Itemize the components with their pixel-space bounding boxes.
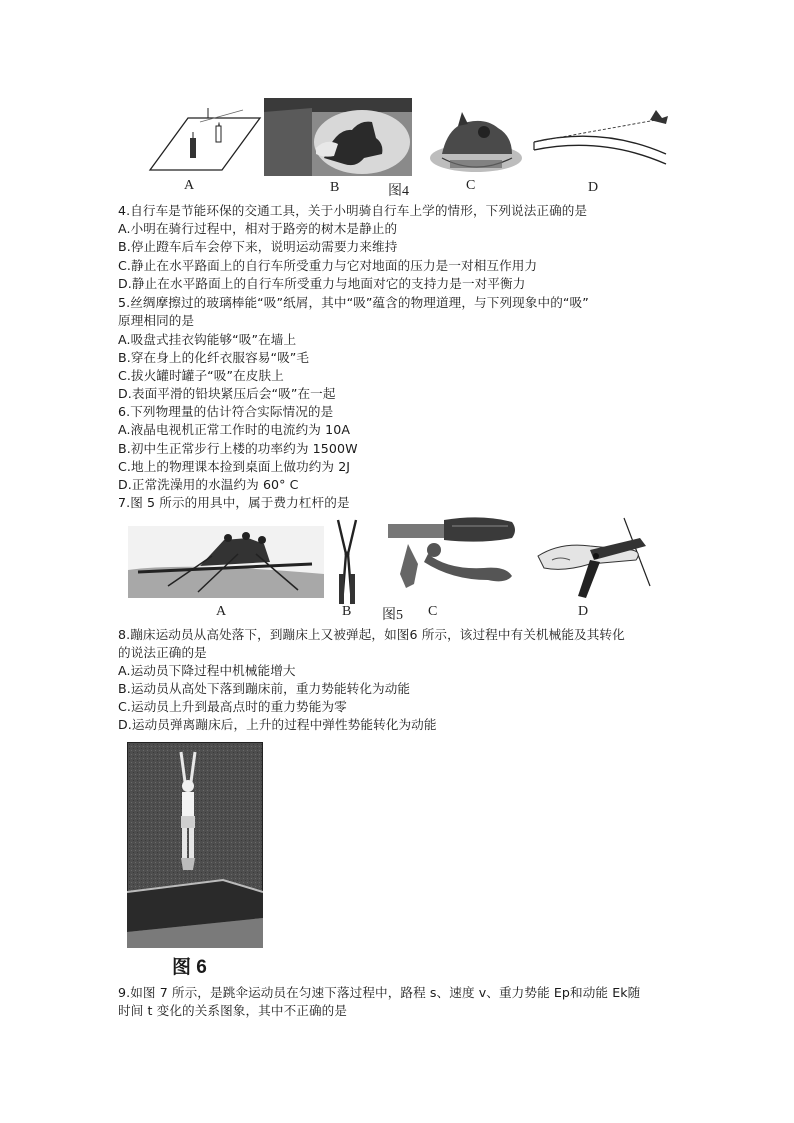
q6-option-b: B.初中生正常步行上楼的功率约为 1500W (118, 441, 358, 456)
figure-4 (140, 96, 680, 200)
q7-stem: 7.图 5 所示的用具中，属于费力杠杆的是 (118, 495, 350, 510)
q8-option-c: C.运动员上升到最高点时的重力势能为零 (118, 699, 347, 714)
q8-option-b: B.运动员从高处下落到蹦床前，重力势能转化为动能 (118, 681, 411, 696)
q5-option-c: C.拔火罐时罐子“吸”在皮肤上 (118, 368, 284, 383)
q8-stem-line-2: 的说法正确的是 (118, 645, 207, 660)
q8-stem-line-1: 8.蹦床运动员从高处落下，到蹦床上又被弹起，如图6 所示，该过程中有关机械能及其转化 (118, 627, 625, 642)
figure-4-title: 图4 (388, 184, 409, 199)
figure-5 (126, 512, 686, 624)
figure-4-label-a: A (184, 178, 195, 193)
figure-4-image-a (148, 104, 263, 174)
q4-option-d: D.静止在水平路面上的自行车所受重力与地面对它的支持力是一对平衡力 (118, 276, 526, 291)
q4-option-a: A.小明在骑行过程中，相对于路旁的树木是静止的 (118, 221, 398, 236)
figure-5-image-b (332, 516, 362, 608)
q6-stem: 6.下列物理量的估计符合实际情况的是 (118, 404, 334, 419)
figure-5-image-a (128, 526, 324, 598)
q4-stem: 4.自行车是节能环保的交通工具，关于小明骑自行车上学的情形，下列说法正确的是 (118, 203, 588, 218)
q4-option-c: C.静止在水平路面上的自行车所受重力与它对地面的压力是一对相互作用力 (118, 258, 538, 273)
figure-4-image-c (428, 106, 524, 176)
figure-5-label-c: C (428, 604, 438, 619)
q5-option-b: B.穿在身上的化纤衣服容易“吸”毛 (118, 350, 310, 365)
q9-stem-line-1: 9.如图 7 所示，是跳伞运动员在匀速下落过程中，路程 s、速度 v、重力势能 Ep和动能 Ek随 (118, 985, 641, 1000)
figure-5-image-c (388, 514, 520, 598)
figure-4-image-d (532, 106, 672, 176)
figure-6-trampoline-photo (127, 742, 263, 948)
figure-4-label-c: C (466, 178, 476, 193)
figure-5-image-d (530, 516, 680, 602)
figure-5-label-b: B (342, 604, 352, 619)
q5-stem-line-1: 5.丝绸摩擦过的玻璃棒能“吸”纸屑，其中“吸”蕴含的物理道理，与下列现象中的“吸” (118, 295, 589, 310)
q8-option-d: D.运动员弹离蹦床后，上升的过程中弹性势能转化为动能 (118, 717, 437, 732)
q9-stem-line-2: 时间 t 变化的关系图象，其中不正确的是 (118, 1003, 348, 1018)
q6-option-d: D.正常洗澡用的水温约为 60° C (118, 477, 299, 492)
figure-5-label-a: A (216, 604, 227, 619)
figure-4-label-b: B (330, 180, 340, 195)
figure-4-image-b (264, 98, 412, 176)
q5-option-d: D.表面平滑的铅块紧压后会“吸”在一起 (118, 386, 336, 401)
q6-option-c: C.地上的物理课本捡到桌面上做功约为 2J (118, 459, 351, 474)
q6-option-a: A.液晶电视机正常工作时的电流约为 10A (118, 422, 351, 437)
figure-5-title: 图5 (382, 608, 403, 623)
figure-5-label-d: D (578, 604, 589, 619)
q5-option-a: A.吸盘式挂衣钩能够“吸”在墙上 (118, 332, 297, 347)
figure-6-title: 图 6 (172, 957, 207, 978)
q5-stem-line-2: 原理相同的是 (118, 313, 195, 328)
figure-4-label-d: D (588, 180, 599, 195)
q4-option-b: B.停止蹬车后车会停下来，说明运动需要力来维持 (118, 239, 398, 254)
q8-option-a: A.运动员下降过程中机械能增大 (118, 663, 296, 678)
